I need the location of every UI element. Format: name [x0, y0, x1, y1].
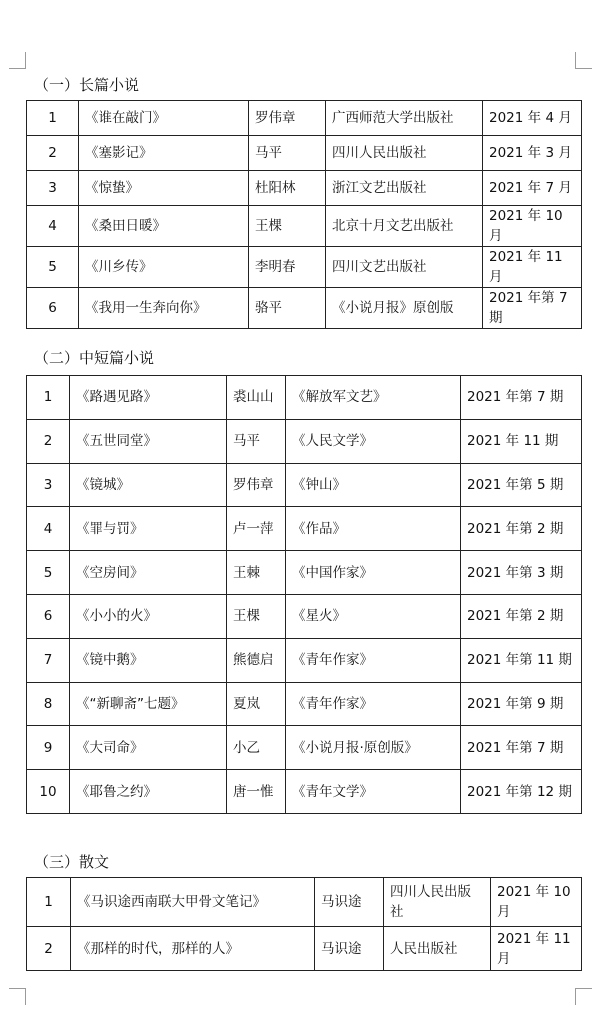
- work-title: 《路遇见路》: [70, 376, 227, 420]
- publish-date: 2021 年 11 月: [491, 927, 582, 971]
- row-number: 2: [27, 927, 71, 971]
- publish-date: 2021 年 10 月: [491, 878, 582, 927]
- author-name: 熊德启: [227, 638, 286, 682]
- publish-date: 2021 年 4 月: [483, 101, 582, 136]
- publish-date: 2021 年第 3 期: [461, 551, 582, 595]
- section-heading-essays: （三）散文: [34, 853, 110, 871]
- author-name: 马识途: [315, 878, 384, 927]
- publisher-name: 《青年作家》: [286, 682, 461, 726]
- row-number: 4: [27, 206, 79, 247]
- short-novels-table: [26, 375, 582, 814]
- table-row: [27, 726, 582, 770]
- publish-date: 2021 年 7 月: [483, 171, 582, 206]
- essays-table: [26, 877, 582, 971]
- publish-date: 2021 年第 2 期: [461, 594, 582, 638]
- publish-date: 2021 年第 12 期: [461, 770, 582, 814]
- table-row: [27, 101, 582, 136]
- row-number: 2: [27, 136, 79, 171]
- work-title: 《马识途西南联大甲骨文笔记》: [71, 878, 315, 927]
- table-row: [27, 551, 582, 595]
- table-row: [27, 419, 582, 463]
- work-title: 《大司命》: [70, 726, 227, 770]
- publish-date: 2021 年第 7 期: [461, 376, 582, 420]
- novels-table: [26, 100, 582, 329]
- table-row: [27, 376, 582, 420]
- publish-date: 2021 年第 7 期: [483, 288, 582, 329]
- row-number: 5: [27, 247, 79, 288]
- publish-date: 2021 年第 2 期: [461, 507, 582, 551]
- row-number: 3: [27, 171, 79, 206]
- section-heading-novels: （一）长篇小说: [34, 76, 140, 94]
- row-number: 1: [27, 878, 71, 927]
- author-name: 马平: [227, 419, 286, 463]
- work-title: 《谁在敲门》: [79, 101, 249, 136]
- row-number: 1: [27, 376, 70, 420]
- publisher-name: 《青年文学》: [286, 770, 461, 814]
- publish-date: 2021 年第 11 期: [461, 638, 582, 682]
- publisher-name: 四川人民出版社: [384, 878, 491, 927]
- publish-date: 2021 年 11 月: [483, 247, 582, 288]
- publisher-name: 《小说月报·原创版》: [286, 726, 461, 770]
- table-row: [27, 136, 582, 171]
- row-number: 6: [27, 594, 70, 638]
- publish-date: 2021 年第 5 期: [461, 463, 582, 507]
- page-corner-bottom-right: [575, 988, 592, 1005]
- publish-date: 2021 年第 7 期: [461, 726, 582, 770]
- row-number: 3: [27, 463, 70, 507]
- table-row: [27, 206, 582, 247]
- publisher-name: 《人民文学》: [286, 419, 461, 463]
- author-name: 夏岚: [227, 682, 286, 726]
- publisher-name: 四川文艺出版社: [326, 247, 483, 288]
- page-corner-top-right: [575, 52, 592, 69]
- work-title: 《桑田日暖》: [79, 206, 249, 247]
- row-number: 5: [27, 551, 70, 595]
- publisher-name: 《青年作家》: [286, 638, 461, 682]
- publish-date: 2021 年 10 月: [483, 206, 582, 247]
- table-row: [27, 463, 582, 507]
- work-title: 《耶鲁之约》: [70, 770, 227, 814]
- publisher-name: 四川人民出版社: [326, 136, 483, 171]
- author-name: 唐一惟: [227, 770, 286, 814]
- work-title: 《惊蛰》: [79, 171, 249, 206]
- author-name: 马识途: [315, 927, 384, 971]
- author-name: 骆平: [249, 288, 326, 329]
- work-title: 《镜中鹅》: [70, 638, 227, 682]
- row-number: 10: [27, 770, 70, 814]
- work-title: 《“新聊斋”七题》: [70, 682, 227, 726]
- author-name: 小乙: [227, 726, 286, 770]
- author-name: 马平: [249, 136, 326, 171]
- table-row: [27, 288, 582, 329]
- publisher-name: 《作品》: [286, 507, 461, 551]
- publish-date: 2021 年 11 期: [461, 419, 582, 463]
- author-name: 王棵: [227, 594, 286, 638]
- publisher-name: 浙江文艺出版社: [326, 171, 483, 206]
- work-title: 《五世同堂》: [70, 419, 227, 463]
- table-row: [27, 927, 582, 971]
- author-name: 杜阳林: [249, 171, 326, 206]
- table-row: [27, 638, 582, 682]
- row-number: 4: [27, 507, 70, 551]
- author-name: 裘山山: [227, 376, 286, 420]
- publisher-name: 广西师范大学出版社: [326, 101, 483, 136]
- work-title: 《塞影记》: [79, 136, 249, 171]
- page-corner-top-left: [9, 52, 26, 69]
- table-row: [27, 247, 582, 288]
- table-row: [27, 594, 582, 638]
- table-row: [27, 171, 582, 206]
- publisher-name: 北京十月文艺出版社: [326, 206, 483, 247]
- section-heading-short-novels: （二）中短篇小说: [34, 349, 155, 367]
- page-corner-bottom-left: [9, 988, 26, 1005]
- publisher-name: 《星火》: [286, 594, 461, 638]
- work-title: 《罪与罚》: [70, 507, 227, 551]
- author-name: 王棵: [249, 206, 326, 247]
- publisher-name: 人民出版社: [384, 927, 491, 971]
- author-name: 李明春: [249, 247, 326, 288]
- work-title: 《川乡传》: [79, 247, 249, 288]
- table-row: [27, 682, 582, 726]
- publisher-name: 《小说月报》原创版: [326, 288, 483, 329]
- table-row: [27, 507, 582, 551]
- author-name: 卢一萍: [227, 507, 286, 551]
- row-number: 2: [27, 419, 70, 463]
- row-number: 6: [27, 288, 79, 329]
- publisher-name: 《解放军文艺》: [286, 376, 461, 420]
- publisher-name: 《中国作家》: [286, 551, 461, 595]
- row-number: 7: [27, 638, 70, 682]
- work-title: 《小小的火》: [70, 594, 227, 638]
- row-number: 1: [27, 101, 79, 136]
- author-name: 罗伟章: [249, 101, 326, 136]
- row-number: 8: [27, 682, 70, 726]
- author-name: 罗伟章: [227, 463, 286, 507]
- work-title: 《空房间》: [70, 551, 227, 595]
- table-row: [27, 770, 582, 814]
- work-title: 《我用一生奔向你》: [79, 288, 249, 329]
- table-row: [27, 878, 582, 927]
- publish-date: 2021 年 3 月: [483, 136, 582, 171]
- work-title: 《那样的时代，那样的人》: [71, 927, 315, 971]
- work-title: 《镜城》: [70, 463, 227, 507]
- publish-date: 2021 年第 9 期: [461, 682, 582, 726]
- author-name: 王棘: [227, 551, 286, 595]
- publisher-name: 《钟山》: [286, 463, 461, 507]
- row-number: 9: [27, 726, 70, 770]
